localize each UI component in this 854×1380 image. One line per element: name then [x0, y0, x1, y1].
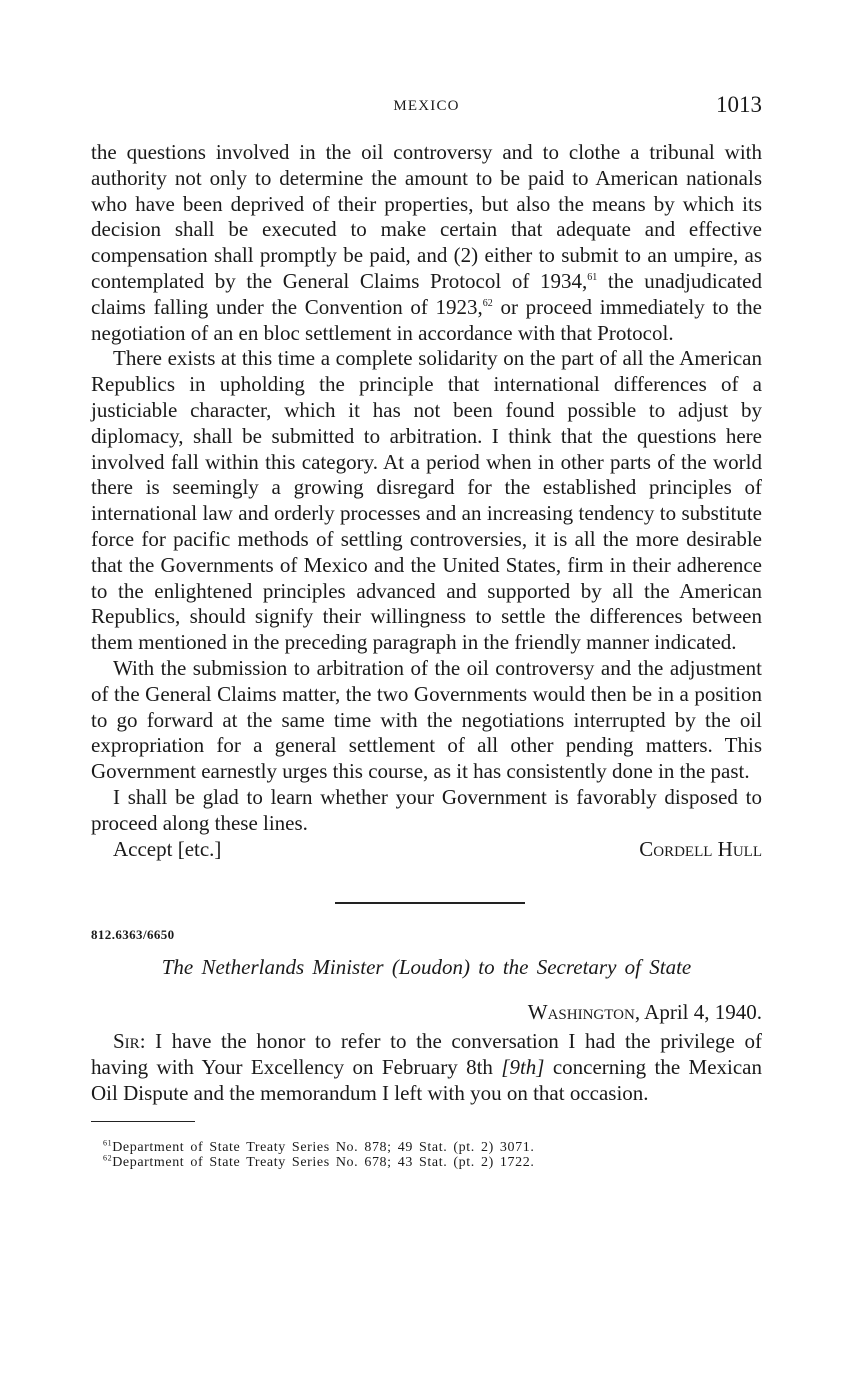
dateline-date: , April 4, 1940.	[634, 1000, 762, 1025]
paragraph: With the submission to arbitration of the oil controversy and the adjustment of the General Claims matter, the two Governments would then be in a position to go forward at the same time with the negotiations interrupted by the oil expropriation for a general settlement of all other pending matters. This Government earnestly urges this course, as it has consistently done in the past.	[91, 655, 762, 784]
page-number: 1013	[716, 92, 762, 117]
footnote-ref: 61	[587, 271, 598, 283]
dateline	[91, 1000, 762, 1025]
editorial-correction: [9th]	[501, 1055, 545, 1080]
closing-line	[91, 837, 762, 863]
dateline-place: Washington	[527, 1000, 635, 1025]
footnote	[103, 1155, 762, 1170]
paragraph-text: or proceed immediately to the negotiation of an en bloc settlement in accordance with that Protocol.	[91, 294, 762, 345]
section-divider	[335, 902, 525, 904]
paragraph-text: concerning the Mexican Oil Dispute and the memorandum I left with you on that occasion.	[91, 1055, 762, 1105]
heading-sender-name: Loudon	[398, 955, 463, 980]
paragraph: There exists at this time a complete solidarity on the part of all the American Republics in upholding the principle that international differences of a justiciable character, which it has not been found possible to adjust by diplomacy, shall be submitted to arbitration. I think that the questions here involved fall within this category. At a period when in other parts of the world there is seemingly a growing disregard for the established principles of international law and orderly processes and an increasing tendency to substitute force for pacific methods of settling controversies, it is all the more desirable that the Governments of Mexico and the United States, firm in their adherence to the enlightened principles advanced and supported by all the American Republics, should signify their willingness to settle the differences between them mentioned in the preceding paragraph in the friendly manner indicated.	[91, 346, 762, 655]
footnote-mark: 62	[103, 1153, 113, 1163]
signature: Cordell Hull	[639, 836, 762, 861]
footnote	[103, 1140, 762, 1155]
footnote-text: Department of State Treaty Series No. 678; 43 Stat. (pt. 2) 1722.	[112, 1154, 535, 1170]
paragraph	[91, 140, 762, 346]
running-title: MEXICO	[393, 98, 460, 114]
paragraph	[91, 1029, 762, 1106]
document-page	[91, 92, 762, 1170]
paragraph: I shall be glad to learn whether your Government is favorably disposed to proceed along these lines.	[91, 784, 762, 835]
letter-body	[91, 1029, 762, 1106]
heading-sender: The Netherlands Minister	[161, 955, 384, 980]
complimentary-close: Accept [etc.]	[113, 836, 222, 861]
footnote-divider	[91, 1121, 195, 1122]
running-header	[91, 92, 762, 126]
paragraph-text: the questions involved in the oil controversy and to clothe a tribunal with authority not only to determine the amount to be paid to American nationals who have been deprived of their properties, but also the means by which its decision shall be executed to make certain that adequate and effective compensation shall promptly be paid, and (2) either to submit to an umpire, as contemplated by the General Claims Protocol of 1934,	[91, 140, 762, 293]
footnote-text: Department of State Treaty Series No. 878; 49 Stat. (pt. 2) 3071.	[112, 1139, 535, 1155]
footnote-ref: 62	[482, 297, 493, 309]
paragraph-text: the unadjudicated claims falling under the Convention of 1923,	[91, 268, 762, 319]
footnote-mark: 61	[103, 1138, 113, 1148]
salutation: Sir	[113, 1029, 140, 1054]
letter-body-continued	[91, 140, 762, 837]
document-heading: The Netherlands Minister (Loudon) to the Secretary of State	[161, 955, 692, 980]
footnotes	[91, 1140, 762, 1170]
paragraph-text: : I have the honor to refer to the conversation I had the privilege of having with Your Excellency on February 8th	[91, 1029, 762, 1080]
heading-recipient: to the Secretary of State	[478, 955, 692, 980]
file-number: 812.6363/6650	[91, 927, 175, 943]
